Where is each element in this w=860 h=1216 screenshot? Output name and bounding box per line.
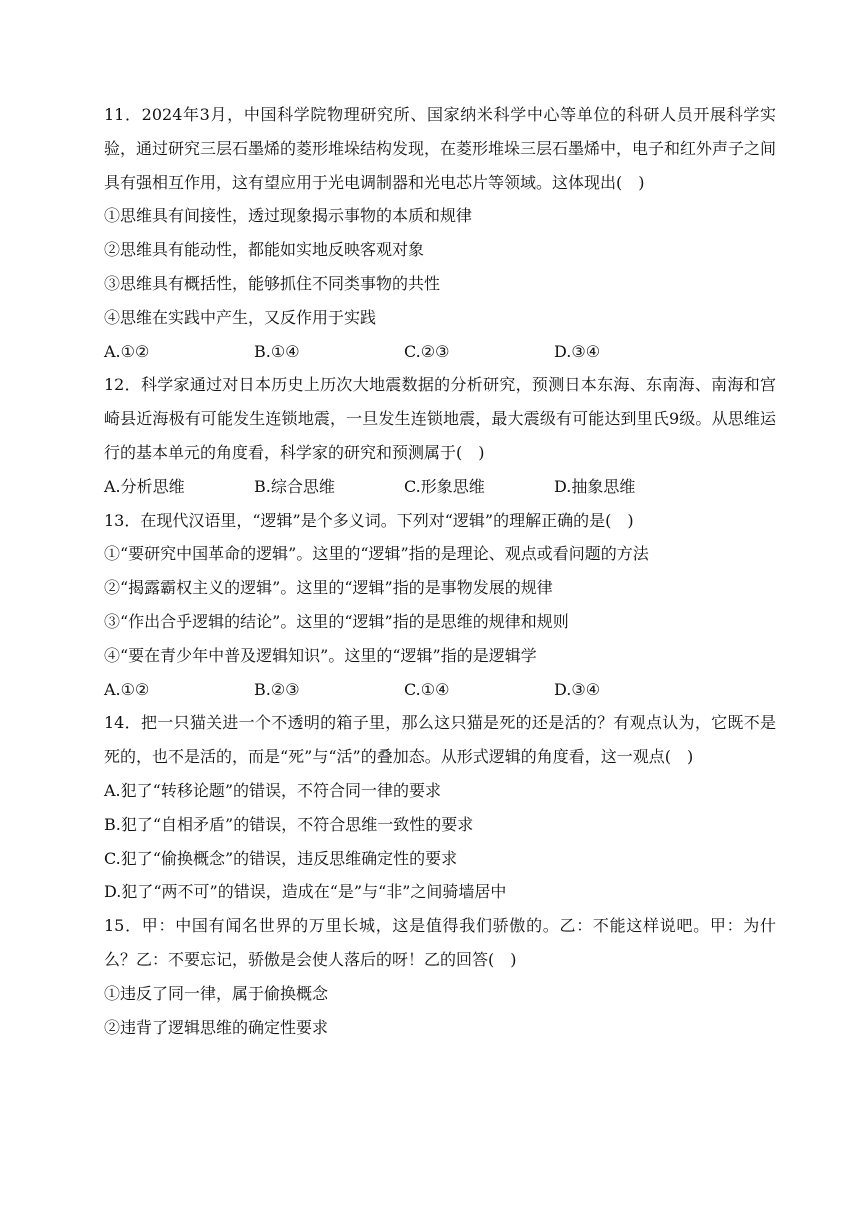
option-d: D.犯了“两不可”的错误，造成在“是”与“非”之间骑墙居中 — [104, 882, 507, 902]
statement-item: ④“要在青少年中普及逻辑知识”。这里的“逻辑”指的是逻辑学 — [104, 645, 537, 665]
statement-item: ③“作出合乎逻辑的结论”。这里的“逻辑”指的是思维的规律和规则 — [104, 611, 569, 631]
option-d: D.③④ — [554, 341, 601, 361]
statement-item: ②思维具有能动性，都能如实地反映客观对象 — [104, 240, 425, 260]
question-stem: 14．把一只猫关进一个不透明的箱子里，那么这只猫是死的还是活的？有观点认为，它既不是死的，也不是活的，而是“死”与“活”的叠加态。从形式逻辑的角度看，这一观点( ) — [104, 713, 776, 767]
option-c: C.形象思维 — [404, 476, 485, 496]
question-13 — [104, 504, 776, 707]
option-b: B.犯了“自相矛盾”的错误，不符合思维一致性的要求 — [104, 814, 474, 834]
question-stem: 11．2024年3月，中国科学院物理研究所、国家纳米科学中心等单位的科研人员开展科学实验，通过研究三层石墨烯的菱形堆垛结构发现，在菱形堆垛三层石墨烯中，电子和红外声子之间具有强相互作用，这有望应用于光电调制器和光电芯片等领域。这体现出( ) — [104, 105, 777, 192]
answer-options — [104, 673, 776, 707]
statement-item: ②“揭露霸权主义的逻辑”。这里的“逻辑”指的是事物发展的规律 — [104, 578, 553, 598]
option-c: C.犯了“偷换概念”的错误，违反思维确定性的要求 — [104, 848, 458, 868]
option-d: D.抽象思维 — [554, 476, 636, 496]
statement-item: ②违背了逻辑思维的确定性要求 — [104, 1017, 329, 1037]
question-12 — [104, 368, 776, 503]
option-c: C.①④ — [404, 679, 450, 699]
option-a: A.犯了“转移论题”的错误，不符合同一律的要求 — [104, 780, 442, 800]
option-a: A.①② — [104, 341, 150, 361]
answer-options — [104, 335, 776, 369]
question-list — [104, 98, 776, 1044]
statement-item: ①违反了同一律，属于偷换概念 — [104, 983, 329, 1003]
question-stem: 12．科学家通过对日本历史上历次大地震数据的分析研究，预测日本东海、东南海、南海和宫崎县近海极有可能发生连锁地震，一旦发生连锁地震，最大震级有可能达到里氏9级。从思维运行的基本单元的角度看，科学家的研究和预测属于( ) — [104, 375, 776, 462]
option-c: C.②③ — [404, 341, 450, 361]
question-11 — [104, 98, 776, 368]
question-stem: 13．在现代汉语里，“逻辑”是个多义词。下列对“逻辑”的理解正确的是( ) — [104, 510, 634, 530]
question-14 — [104, 706, 776, 909]
option-b: B.综合思维 — [254, 476, 335, 496]
question-15 — [104, 909, 776, 1044]
option-d: D.③④ — [554, 679, 601, 699]
answer-options — [104, 470, 776, 504]
statement-item: ①思维具有间接性，透过现象揭示事物的本质和规律 — [104, 206, 473, 226]
statement-item: ③思维具有概括性，能够抓住不同类事物的共性 — [104, 273, 441, 293]
option-a: A.①② — [104, 679, 150, 699]
option-b: B.②③ — [254, 679, 300, 699]
option-a: A.分析思维 — [104, 476, 185, 496]
option-b: B.①④ — [254, 341, 300, 361]
statement-item: ④思维在实践中产生，又反作用于实践 — [104, 307, 377, 327]
question-stem: 15．甲：中国有闻名世界的万里长城，这是值得我们骄傲的。乙：不能这样说吧。甲：为什么？乙：不要忘记，骄傲是会使人落后的呀！乙的回答( ) — [104, 916, 776, 969]
statement-item: ①“要研究中国革命的逻辑”。这里的“逻辑”指的是理论、观点或看问题的方法 — [104, 544, 649, 564]
